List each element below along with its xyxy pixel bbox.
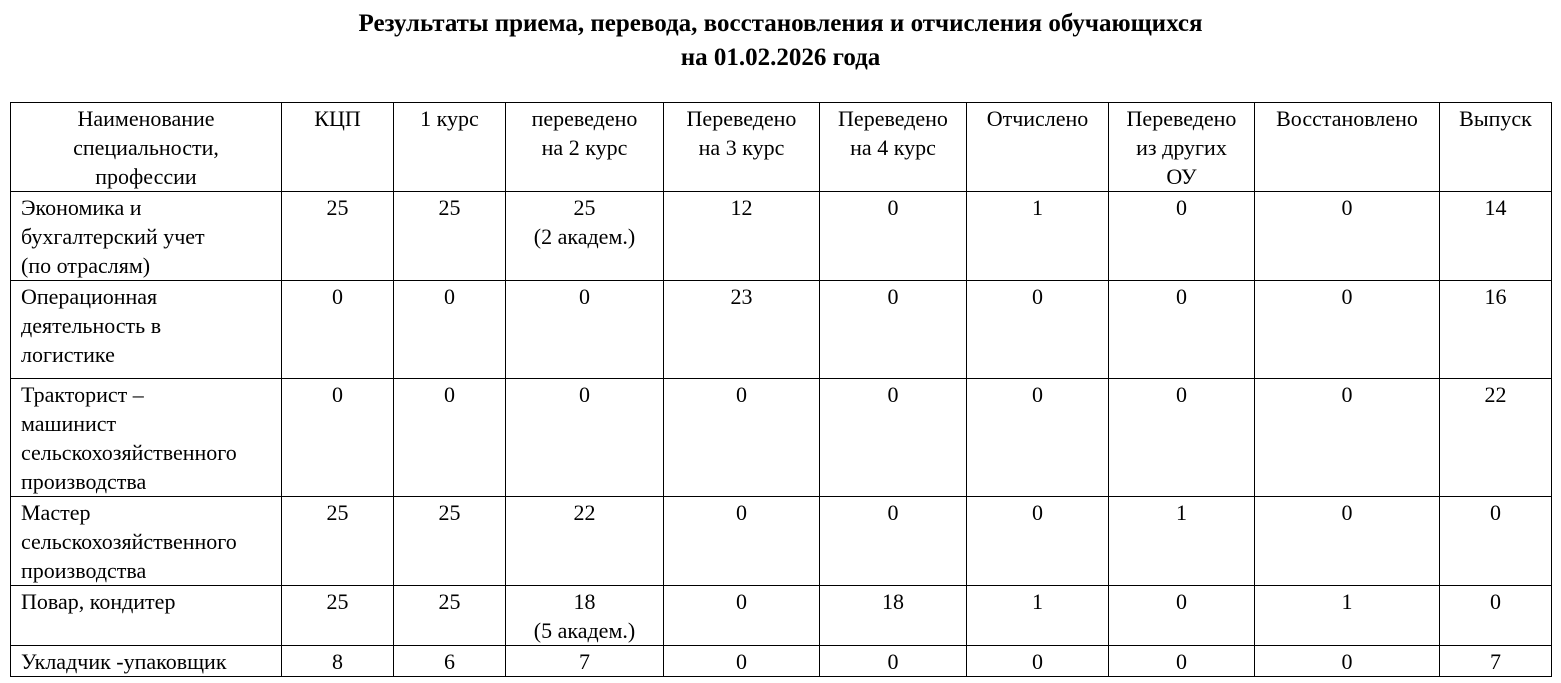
cell-kcp: 25 (282, 497, 394, 586)
cell-transferred-to-2: 22 (506, 497, 664, 586)
header-expelled: Отчислено (967, 103, 1109, 192)
cell-transferred-in: 0 (1109, 379, 1255, 497)
cell-kcp: 0 (282, 379, 394, 497)
cell-restored: 0 (1255, 497, 1440, 586)
cell-graduated: 0 (1440, 497, 1552, 586)
header-transferred-to-2: переведено на 2 курс (506, 103, 664, 192)
cell-transferred-to-3: 0 (664, 646, 820, 677)
cell-transferred-to-4: 0 (820, 281, 967, 379)
cell-specialty-name: Укладчик -упаковщик (11, 646, 282, 677)
table-row (11, 379, 1552, 497)
header-course1: 1 курс (394, 103, 506, 192)
cell-course1: 0 (394, 281, 506, 379)
cell-transferred-in: 0 (1109, 646, 1255, 677)
document-title (0, 7, 1561, 75)
cell-transferred-to-2: 25 (2 академ.) (506, 192, 664, 281)
cell-transferred-to-2: 7 (506, 646, 664, 677)
cell-graduated: 22 (1440, 379, 1552, 497)
cell-transferred-in: 0 (1109, 586, 1255, 646)
cell-restored: 1 (1255, 586, 1440, 646)
cell-graduated: 16 (1440, 281, 1552, 379)
cell-specialty-name: Операционная деятельность в логистике (11, 281, 282, 379)
cell-transferred-to-4: 0 (820, 497, 967, 586)
cell-specialty-name: Повар, кондитер (11, 586, 282, 646)
cell-transferred-to-4: 0 (820, 379, 967, 497)
header-transferred-to-4: Переведено на 4 курс (820, 103, 967, 192)
cell-transferred-to-4: 0 (820, 646, 967, 677)
cell-transferred-to-3: 23 (664, 281, 820, 379)
results-table (10, 102, 1552, 677)
cell-expelled: 1 (967, 192, 1109, 281)
table-row (11, 586, 1552, 646)
cell-kcp: 0 (282, 281, 394, 379)
cell-transferred-in: 0 (1109, 192, 1255, 281)
cell-transferred-to-3: 12 (664, 192, 820, 281)
cell-kcp: 25 (282, 586, 394, 646)
cell-expelled: 1 (967, 586, 1109, 646)
cell-expelled: 0 (967, 497, 1109, 586)
cell-transferred-to-3: 0 (664, 379, 820, 497)
cell-transferred-to-2: 0 (506, 281, 664, 379)
cell-graduated: 7 (1440, 646, 1552, 677)
table-row (11, 192, 1552, 281)
cell-graduated: 14 (1440, 192, 1552, 281)
cell-transferred-in: 0 (1109, 281, 1255, 379)
table-row (11, 497, 1552, 586)
cell-transferred-to-2: 18 (5 академ.) (506, 586, 664, 646)
cell-kcp: 8 (282, 646, 394, 677)
cell-transferred-to-4: 0 (820, 192, 967, 281)
cell-expelled: 0 (967, 281, 1109, 379)
cell-course1: 25 (394, 497, 506, 586)
cell-specialty-name: Мастер сельскохозяйственного производства (11, 497, 282, 586)
cell-specialty-name: Тракторист – машинист сельскохозяйственного производства (11, 379, 282, 497)
cell-graduated: 0 (1440, 586, 1552, 646)
cell-specialty-name: Экономика и бухгалтерский учет (по отраслям) (11, 192, 282, 281)
header-restored: Восстановлено (1255, 103, 1440, 192)
cell-transferred-to-4: 18 (820, 586, 967, 646)
cell-transferred-to-2: 0 (506, 379, 664, 497)
cell-expelled: 0 (967, 379, 1109, 497)
cell-course1: 6 (394, 646, 506, 677)
title-line-1: Результаты приема, перевода, восстановления и отчисления обучающихся (358, 10, 1203, 37)
cell-course1: 25 (394, 192, 506, 281)
header-transferred-to-3: Переведено на 3 курс (664, 103, 820, 192)
title-line-2: на 01.02.2026 года (680, 44, 881, 71)
cell-course1: 25 (394, 586, 506, 646)
table-header-row (11, 103, 1552, 192)
cell-restored: 0 (1255, 192, 1440, 281)
header-kcp: КЦП (282, 103, 394, 192)
cell-kcp: 25 (282, 192, 394, 281)
cell-restored: 0 (1255, 281, 1440, 379)
cell-expelled: 0 (967, 646, 1109, 677)
table-row (11, 646, 1552, 677)
cell-transferred-in: 1 (1109, 497, 1255, 586)
header-graduated: Выпуск (1440, 103, 1552, 192)
cell-transferred-to-3: 0 (664, 497, 820, 586)
cell-transferred-to-3: 0 (664, 586, 820, 646)
cell-course1: 0 (394, 379, 506, 497)
header-transferred-in: Переведено из других ОУ (1109, 103, 1255, 192)
cell-restored: 0 (1255, 379, 1440, 497)
header-specialty: Наименование специальности, профессии (11, 103, 282, 192)
table-row (11, 281, 1552, 379)
cell-restored: 0 (1255, 646, 1440, 677)
